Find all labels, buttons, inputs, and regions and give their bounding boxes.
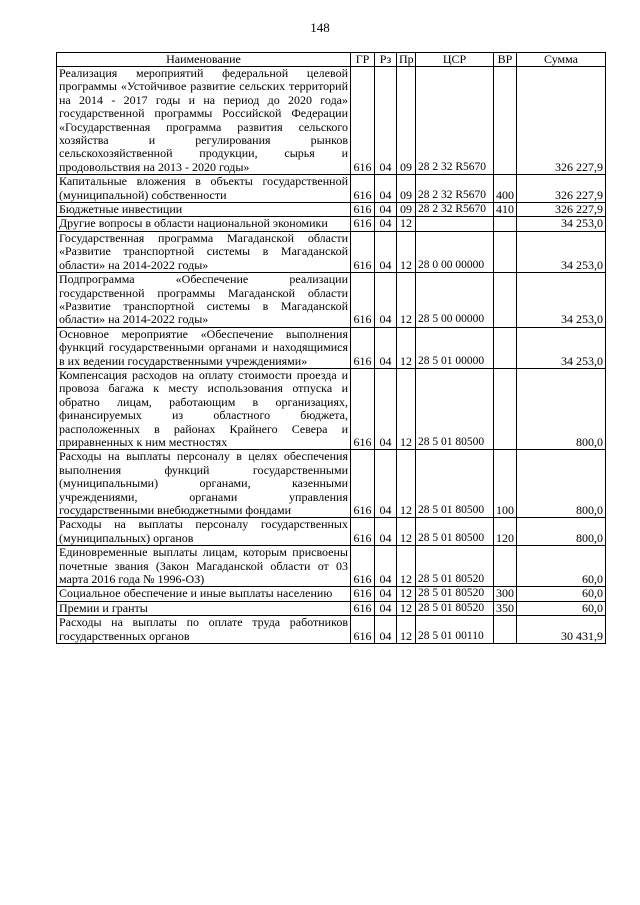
row-csr: 28 5 01 80500	[416, 368, 494, 449]
table-row	[57, 587, 606, 601]
row-rz: 04	[375, 368, 397, 449]
row-vr	[494, 546, 517, 587]
table-row	[57, 203, 606, 217]
budget-table	[56, 52, 606, 644]
row-rz: 04	[375, 231, 397, 272]
row-csr: 28 5 01 00110	[416, 616, 494, 644]
row-sum: 326 227,9	[517, 67, 606, 175]
row-name: Компенсация расходов на оплату стоимости проезда и провоза багажа к месту использования отпуска и обратно лицам, работающим в организациях, финансируемых из областного бюджета, расположенных в районах Крайнего Севера и приравненных к ним местностях	[57, 368, 351, 449]
row-csr: 28 2 32 R5670	[416, 203, 494, 217]
row-pr: 09	[397, 175, 416, 203]
row-name: Государственная программа Магаданской области «Развитие транспортной системы в Магаданской области» на 2014-2022 годы»	[57, 231, 351, 272]
row-rz: 04	[375, 587, 397, 601]
row-pr: 09	[397, 67, 416, 175]
row-gr: 616	[351, 67, 375, 175]
row-sum: 60,0	[517, 587, 606, 601]
header-pr: Пр	[397, 53, 416, 67]
row-csr: 28 0 00 00000	[416, 231, 494, 272]
row-vr	[494, 67, 517, 175]
row-rz: 04	[375, 601, 397, 615]
row-vr: 300	[494, 587, 517, 601]
row-sum: 30 431,9	[517, 616, 606, 644]
row-gr: 616	[351, 231, 375, 272]
row-name: Социальное обеспечение и иные выплаты населению	[57, 587, 351, 601]
row-vr: 100	[494, 450, 517, 518]
row-vr: 410	[494, 203, 517, 217]
row-pr: 12	[397, 231, 416, 272]
row-rz: 04	[375, 175, 397, 203]
table-row	[57, 601, 606, 615]
row-rz: 04	[375, 450, 397, 518]
row-sum: 60,0	[517, 546, 606, 587]
header-name: Наименование	[57, 53, 351, 67]
row-name: Премии и гранты	[57, 601, 351, 615]
row-vr	[494, 368, 517, 449]
row-pr: 12	[397, 616, 416, 644]
row-gr: 616	[351, 546, 375, 587]
row-pr: 12	[397, 450, 416, 518]
row-csr: 28 5 00 00000	[416, 273, 494, 328]
row-csr: 28 5 01 80520	[416, 546, 494, 587]
table-row	[57, 450, 606, 518]
row-name: Расходы на выплаты персоналу государственных (муниципальных) органов	[57, 518, 351, 546]
table-row	[57, 67, 606, 175]
row-sum: 800,0	[517, 368, 606, 449]
row-gr: 616	[351, 327, 375, 368]
table-row	[57, 175, 606, 203]
row-sum: 800,0	[517, 450, 606, 518]
row-gr: 616	[351, 518, 375, 546]
row-pr: 09	[397, 203, 416, 217]
row-csr: 28 2 32 R5670	[416, 67, 494, 175]
row-rz: 04	[375, 616, 397, 644]
row-name: Реализация мероприятий федеральной целевой программы «Устойчивое развитие сельских территорий на 2014 - 2017 годы и на период до 2020 года» государственной программы Российской Федерации «Государственная программа развития сельского хозяйства и регулирования рынков сельскохозяйственной продукции, сырья и продовольствия на 2013 - 2020 годы»	[57, 67, 351, 175]
row-csr: 28 5 01 80520	[416, 601, 494, 615]
row-sum: 326 227,9	[517, 203, 606, 217]
row-pr: 12	[397, 587, 416, 601]
row-vr	[494, 231, 517, 272]
row-sum: 326 227,9	[517, 175, 606, 203]
header-rz: Рз	[375, 53, 397, 67]
table-row	[57, 368, 606, 449]
row-sum: 34 253,0	[517, 231, 606, 272]
row-name: Капитальные вложения в объекты государственной (муниципальной) собственности	[57, 175, 351, 203]
row-gr: 616	[351, 616, 375, 644]
page-number: 148	[310, 20, 330, 35]
row-name: Бюджетные инвестиции	[57, 203, 351, 217]
row-pr: 12	[397, 217, 416, 231]
row-pr: 12	[397, 601, 416, 615]
row-vr	[494, 327, 517, 368]
row-name: Основное мероприятие «Обеспечение выполнения функций государственными органами и находящимися в их ведении государственными учреждениями»	[57, 327, 351, 368]
row-gr: 616	[351, 601, 375, 615]
row-rz: 04	[375, 203, 397, 217]
row-pr: 12	[397, 273, 416, 328]
header-row	[57, 53, 606, 67]
row-vr	[494, 217, 517, 231]
row-gr: 616	[351, 587, 375, 601]
row-pr: 12	[397, 546, 416, 587]
row-rz: 04	[375, 546, 397, 587]
header-sum: Сумма	[517, 53, 606, 67]
row-rz: 04	[375, 217, 397, 231]
row-sum: 34 253,0	[517, 327, 606, 368]
row-csr: 28 5 01 80500	[416, 518, 494, 546]
row-vr: 350	[494, 601, 517, 615]
row-vr	[494, 273, 517, 328]
row-name: Другие вопросы в области национальной экономики	[57, 217, 351, 231]
row-csr: 28 5 01 00000	[416, 327, 494, 368]
row-gr: 616	[351, 273, 375, 328]
row-gr: 616	[351, 175, 375, 203]
table-row	[57, 518, 606, 546]
row-vr	[494, 616, 517, 644]
row-sum: 34 253,0	[517, 273, 606, 328]
row-vr: 400	[494, 175, 517, 203]
row-gr: 616	[351, 217, 375, 231]
row-pr: 12	[397, 368, 416, 449]
row-csr: 28 2 32 R5670	[416, 175, 494, 203]
row-rz: 04	[375, 67, 397, 175]
row-sum: 60,0	[517, 601, 606, 615]
row-csr	[416, 217, 494, 231]
row-name: Расходы на выплаты по оплате труда работников государственных органов	[57, 616, 351, 644]
table-row	[57, 616, 606, 644]
row-pr: 12	[397, 518, 416, 546]
row-name: Подпрограмма «Обеспечение реализации государственной программы Магаданской области «Развитие транспортной системы в Магаданской области» на 2014-2022 годы»	[57, 273, 351, 328]
row-rz: 04	[375, 327, 397, 368]
row-rz: 04	[375, 273, 397, 328]
row-gr: 616	[351, 450, 375, 518]
table-row	[57, 273, 606, 328]
header-csr: ЦСР	[416, 53, 494, 67]
row-gr: 616	[351, 368, 375, 449]
table-row	[57, 231, 606, 272]
row-sum: 800,0	[517, 518, 606, 546]
row-csr: 28 5 01 80500	[416, 450, 494, 518]
header-gr: ГР	[351, 53, 375, 67]
table-row	[57, 327, 606, 368]
row-vr: 120	[494, 518, 517, 546]
row-gr: 616	[351, 203, 375, 217]
table-row	[57, 546, 606, 587]
row-name: Расходы на выплаты персоналу в целях обеспечения выполнения функций государственными (муниципальными) органами, казенными учреждениями, органами управления государственными внебюджетными фондами	[57, 450, 351, 518]
row-csr: 28 5 01 80520	[416, 587, 494, 601]
header-vr: ВР	[494, 53, 517, 67]
row-sum: 34 253,0	[517, 217, 606, 231]
row-rz: 04	[375, 518, 397, 546]
row-name: Единовременные выплаты лицам, которым присвоены почетные звания (Закон Магаданской области от 03 марта 2016 года № 1996-ОЗ)	[57, 546, 351, 587]
table-row	[57, 217, 606, 231]
row-pr: 12	[397, 327, 416, 368]
